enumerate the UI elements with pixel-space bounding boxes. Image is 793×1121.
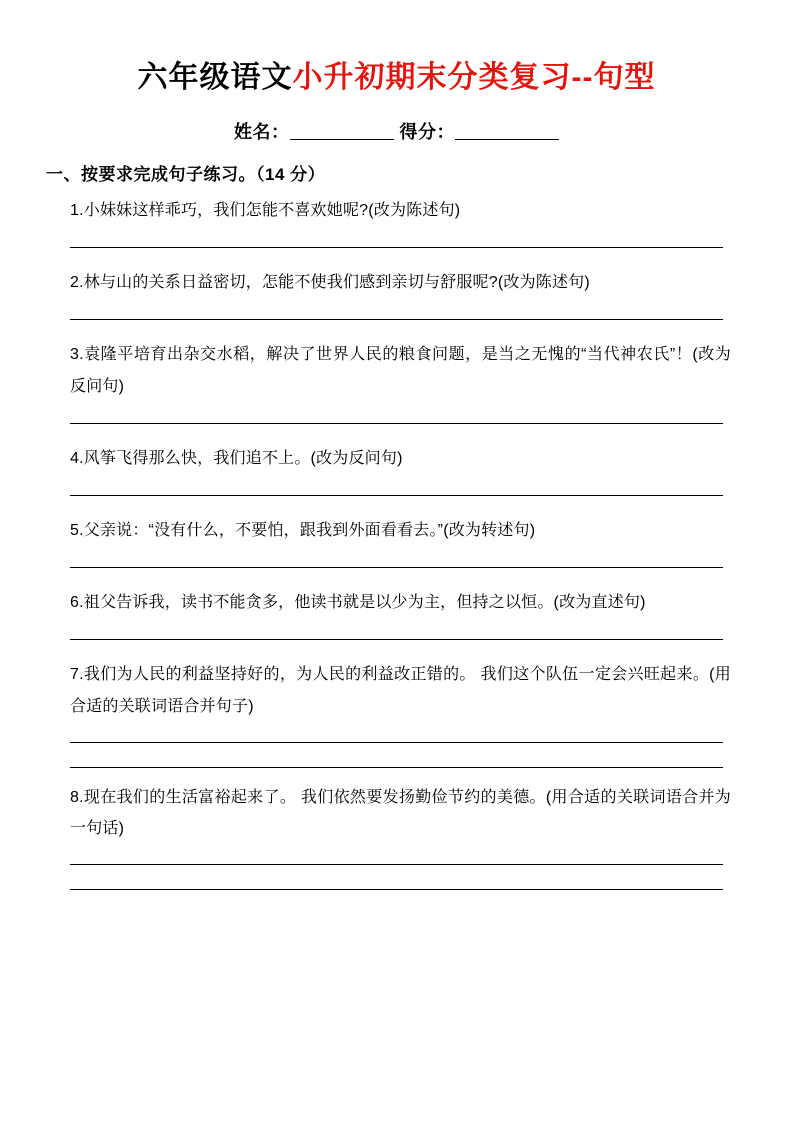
question-item-4 — [62, 443, 731, 496]
answer-line[interactable] — [70, 889, 723, 890]
score-label: 得分： — [399, 122, 455, 142]
name-input-blank[interactable] — [290, 124, 394, 140]
answer-line[interactable] — [70, 495, 723, 496]
answer-line[interactable] — [70, 567, 723, 568]
section-heading: 一、按要求完成句子练习。（14 分） — [46, 165, 326, 184]
question-text: 4.风筝飞得那么快，我们追不上。(改为反问句) — [70, 449, 403, 467]
question-item-1 — [62, 195, 731, 248]
page-title-part1: 六年级语文 — [137, 61, 293, 94]
answer-line[interactable] — [70, 247, 723, 248]
name-score-line — [62, 118, 731, 144]
name-label: 姓名： — [234, 122, 290, 142]
question-item-5 — [62, 515, 731, 568]
question-text: 8.现在我们的生活富裕起来了。 我们依然要发扬勤俭节约的美德。(用合适的关联词语合并为一句话) — [70, 788, 731, 837]
question-text: 1.小妹妹这样乖巧，我们怎能不喜欢她呢?(改为陈述句) — [70, 202, 461, 219]
answer-line[interactable] — [70, 864, 723, 865]
question-item-7 — [62, 659, 731, 767]
score-input-blank[interactable] — [455, 124, 559, 140]
question-item-6 — [62, 587, 731, 640]
question-text: 5.父亲说：“没有什么，不要怕，跟我到外面看看去。”(改为转述句) — [70, 521, 536, 539]
question-text: 6.祖父告诉我，读书不能贪多，他读书就是以少为主，但持之以恒。(改为直述句) — [70, 594, 646, 612]
question-text: 3.袁隆平培育出杂交水稻，解决了世界人民的粮食问题，是当之无愧的“当代神农氏”！(改为反问句) — [70, 346, 731, 395]
answer-line[interactable] — [70, 639, 723, 640]
question-list — [62, 195, 731, 890]
question-item-2 — [62, 267, 731, 320]
answer-line[interactable] — [70, 742, 723, 743]
question-text: 2.林与山的关系日益密切，怎能不使我们感到亲切与舒服呢?(改为陈述句) — [70, 274, 590, 292]
answer-line[interactable] — [70, 319, 723, 320]
question-text: 7.我们为人民的利益坚持好的，为人民的利益改正错的。 我们这个队伍一定会兴旺起来。(用合适的关联词语合并句子) — [70, 666, 731, 715]
question-item-3 — [62, 339, 731, 423]
answer-line[interactable] — [70, 423, 723, 424]
answer-line[interactable] — [70, 767, 723, 768]
page-title-part2: 小升初期末分类复习--句型 — [292, 61, 656, 94]
page-title — [62, 60, 731, 96]
question-item-8 — [62, 782, 731, 890]
